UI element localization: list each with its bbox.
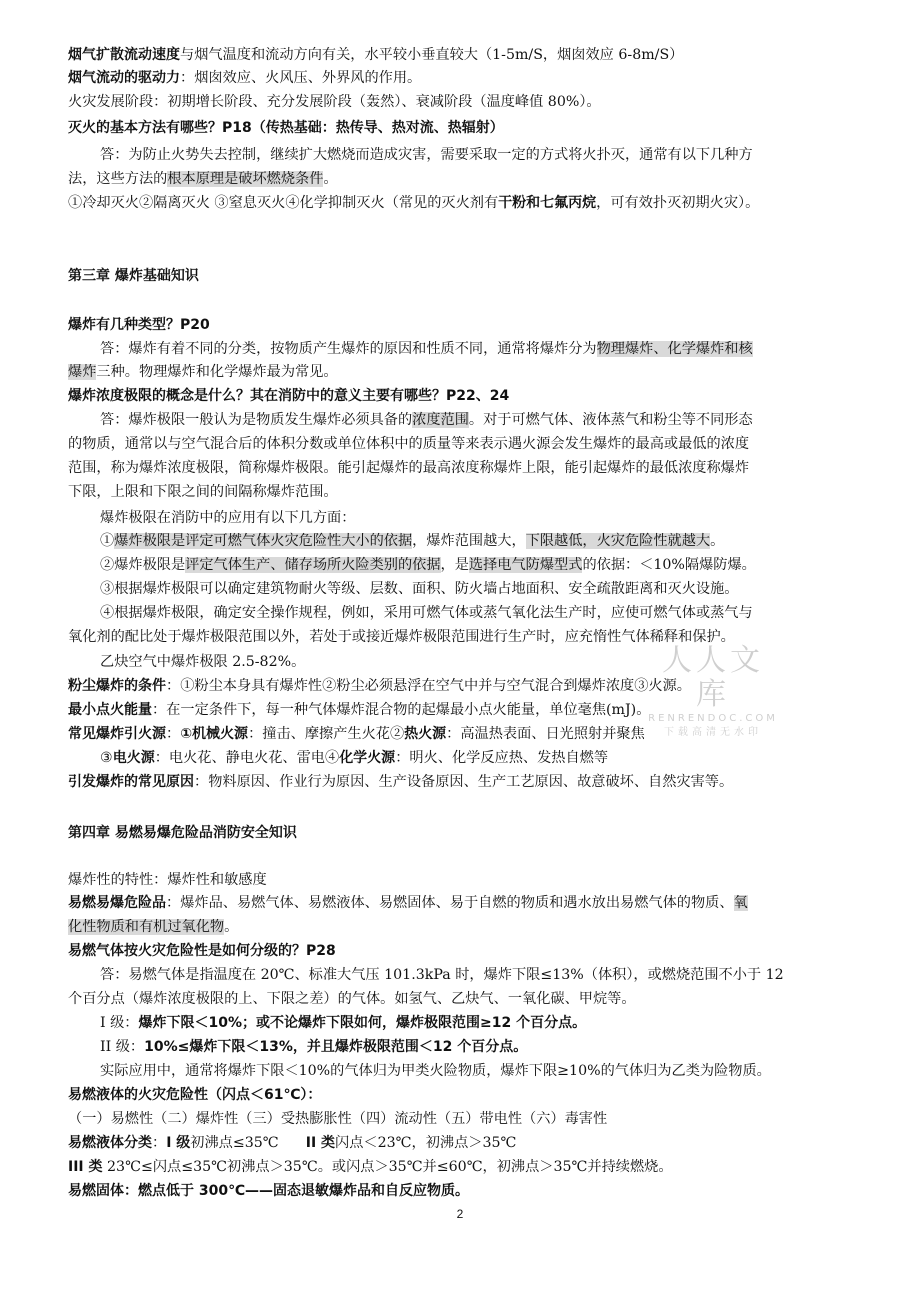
paragraph-line: 爆炸极限在消防中的应用有以下几方面： (100, 510, 356, 526)
paragraph-line: 答：为防止火势失去控制，继续扩大燃烧而造成灾害，需要采取一定的方式将火扑灭，通常有以下几种方 (100, 147, 753, 163)
list-item: ②爆炸极限是评定气体生产、储存场所火险类别的依据，是选择电气防爆型式的依据：＜10%隔爆防爆。 (100, 557, 756, 573)
question-explosion-types: 爆炸有几种类型？P20 (68, 317, 210, 333)
paragraph-line: 乙炔空气中爆炸极限 2.5-82%。 (100, 654, 306, 670)
line-dust-explosion: 粉尘爆炸的条件：①粉尘本身具有爆炸性②粉尘必须悬浮在空气中并与空气混合到爆炸浓度③火源。 (68, 678, 691, 694)
list-item: ①爆炸极限是评定可燃气体火灾危险性大小的依据，爆炸范围越大，下限越低，火灾危险性就越大。 (100, 533, 725, 549)
grade-1-line: I 级：爆炸下限＜10%；或不论爆炸下限如何，爆炸极限范围≥12 个百分点。 (100, 1015, 587, 1031)
line-ignition-sources-2: ③电火源：电火花、静电火花、雷电④化学火源：明火、化学反应热、发热自燃等 (100, 750, 609, 766)
line-min-ignition: 最小点火能量：在一定条件下，每一种气体爆炸混合物的起爆最小点火能量，单位毫焦(mJ)。 (68, 702, 651, 718)
paragraph-line: ①冷却灭火②隔离灭火 ③窒息灭火④化学抑制灭火（常见的灭火剂有干粉和七氟丙烷，可有效扑灭初期火灾）。 (68, 195, 760, 211)
paragraph-line: 下限，上限和下限之间的间隔称爆炸范围。 (68, 484, 338, 500)
line-smoke-driver: 烟气流动的驱动力：烟囱效应、火风压、外界风的作用。 (68, 70, 422, 86)
chapter-4-heading: 第四章 易燃易爆危险品消防安全知识 (68, 825, 297, 841)
paragraph-line: 的物质，通常以与空气混合后的体积分数或单位体积中的质量等来表示遇火源会发生爆炸的最高或最低的浓度 (68, 436, 750, 452)
line-hazardous-goods: 易燃易爆危险品：爆炸品、易燃气体、易燃液体、易燃固体、易于自燃的物质和遇水放出易燃气体的物质、氧 (68, 895, 748, 911)
paragraph-line: 实际应用中，通常将爆炸下限＜10%的气体归为甲类火险物质，爆炸下限≥10%的气体归为乙类为险物质。 (100, 1063, 771, 1079)
question-extinguish: 灭火的基本方法有哪些？P18（传热基础：热传导、热对流、热辐射） (68, 120, 504, 136)
paragraph-line: 法，这些方法的根本原理是破坏燃烧条件。 (68, 171, 338, 187)
paragraph-line: 答：爆炸极限一般认为是物质发生爆炸必须具备的浓度范围。对于可燃气体、液体蒸气和粉尘等不同形态 (100, 412, 753, 428)
paragraph-line: 答：易燃气体是指温度在 20℃、标准大气压 101.3kPa 时，爆炸下限≤13%（体积），或燃烧范围不小于 12 (100, 967, 784, 983)
line-explosion-causes: 引发爆炸的常见原因：物料原因、作业行为原因、生产设备原因、生产工艺原因、故意破坏、自然灾害等。 (68, 774, 734, 790)
line-liquid-hazard: 易燃液体的火灾危险性（闪点＜61℃）： (68, 1087, 322, 1103)
paragraph-line: 爆炸三种。物理爆炸和化学爆炸最为常见。 (68, 364, 338, 380)
paragraph-line: 个百分点（爆炸浓度极限的上、下限之差）的气体。如氢气、乙炔气、一氧化碳、甲烷等。 (68, 991, 636, 1007)
paragraph-line: 化性物质和有机过氧化物。 (68, 919, 239, 935)
line-smoke-spread: 烟气扩散流动速度与烟气温度和流动方向有关，水平较小垂直较大（1-5m/S，烟囱效应 6-8m/S） (68, 47, 684, 63)
line-flammable-solid: 易燃固体：燃点低于 300℃——固态退敏爆炸品和自反应物质。 (68, 1183, 470, 1199)
line-liquid-class-3: III 类 23℃≤闪点≤35℃初沸点＞35℃。或闪点＞35℃并≤60℃，初沸点＞35℃并持续燃烧。 (68, 1159, 673, 1175)
question-gas-classification: 易燃气体按火灾危险性是如何分级的？P28 (68, 943, 336, 959)
line-liquid-properties: （一）易燃性（二）爆炸性（三）受热膨胀性（四）流动性（五）带电性（六）毒害性 (68, 1111, 608, 1127)
chapter-3-heading: 第三章 爆炸基础知识 (68, 268, 199, 284)
list-item: ③根据爆炸极限可以确定建筑物耐火等级、层数、面积、防火墙占地面积、安全疏散距离和灭火设施。 (100, 581, 739, 597)
question-explosion-limit: 爆炸浓度极限的概念是什么？其在消防中的意义主要有哪些？P22、24 (68, 388, 510, 404)
paragraph-line: 范围，称为爆炸浓度极限，简称爆炸极限。能引起爆炸的最高浓度称爆炸上限，能引起爆炸的最低浓度称爆炸 (68, 460, 750, 476)
paragraph-line: 答：爆炸有着不同的分类，按物质产生爆炸的原因和性质不同，通常将爆炸分为物理爆炸、化学爆炸和核 (100, 341, 753, 357)
grade-2-line: II 级：10%≤爆炸下限＜13%，并且爆炸极限范围＜12 个百分点。 (100, 1039, 528, 1055)
line-ignition-sources: 常见爆炸引火源：①机械火源：撞击、摩擦产生火花②热火源：高温热表面、日光照射并聚焦 (68, 726, 645, 742)
line-explosive-properties: 爆炸性的特性：爆炸性和敏感度 (68, 872, 267, 888)
line-liquid-classes: 易燃液体分类：I 级初沸点≤35℃ II 类闪点＜23℃，初沸点＞35℃ (68, 1135, 517, 1151)
paragraph-line: 氧化剂的配比处于爆炸极限范围以外，若处于或接近爆炸极限范围进行生产时，应充惰性气体稀释和保护。 (68, 629, 735, 645)
line-fire-stages: 火灾发展阶段：初期增长阶段、充分发展阶段（轰然）、衰减阶段（温度峰值 80%）。 (68, 94, 601, 110)
page-number: 2 (456, 1207, 464, 1221)
watermark-logo: 人人文库 RENRENDOC.COM 下载高清无水印 (648, 643, 778, 738)
list-item: ④根据爆炸极限，确定安全操作规程，例如，采用可燃气体或蒸气氧化法生产时，应使可燃气体或蒸气与 (100, 605, 753, 621)
